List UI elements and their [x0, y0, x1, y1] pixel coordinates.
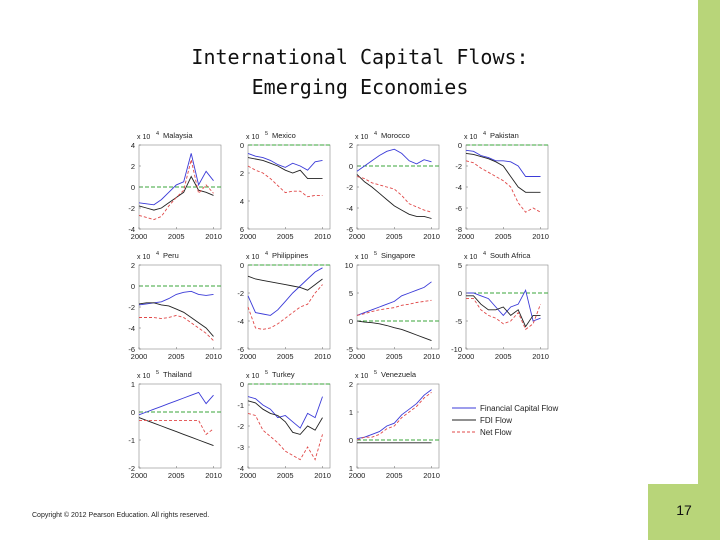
panel-thailand: [128, 370, 222, 480]
scale-label: x 10: [355, 134, 369, 141]
x-tick-label: 2010: [423, 232, 440, 241]
y-tick-label: 0: [239, 141, 244, 150]
scale-exponent: 5: [156, 370, 160, 376]
y-tick-label: -6: [237, 345, 244, 354]
panel-malaysia: [128, 131, 222, 241]
y-tick-label: 2: [348, 380, 353, 389]
x-tick-label: 2000: [130, 352, 148, 361]
y-tick-label: -1: [128, 436, 135, 445]
scale-exponent: 5: [374, 370, 378, 376]
x-tick-label: 2005: [276, 471, 294, 480]
series-line-net-flow: [139, 420, 214, 434]
y-tick-label: -10: [451, 345, 462, 354]
scale-exponent: 4: [374, 131, 378, 137]
panel-title: South Africa: [490, 251, 531, 260]
scale-exponent: 4: [265, 251, 269, 257]
panel-title: Turkey: [272, 370, 295, 379]
x-tick-label: 2005: [276, 232, 294, 241]
scale-exponent: 4: [156, 131, 160, 137]
x-tick-label: 2010: [532, 352, 549, 361]
panel-frame: [139, 384, 221, 468]
x-tick-label: 2005: [276, 352, 294, 361]
series-line-net-flow: [357, 300, 432, 315]
x-tick-label: 2005: [167, 232, 185, 241]
panel-turkey: [237, 370, 331, 480]
series-line-fdi-flow: [139, 418, 214, 446]
panel-south-africa: [451, 251, 549, 361]
series-line-financial-capital-flow: [466, 150, 541, 176]
panel-singapore: [345, 251, 440, 361]
x-tick-label: 2005: [167, 352, 185, 361]
series-line-financial-capital-flow: [139, 392, 214, 414]
y-tick-label: 0: [348, 436, 353, 445]
panel-philippines: [237, 251, 331, 361]
y-tick-label: 0: [130, 408, 135, 417]
series-line-fdi-flow: [357, 321, 432, 341]
y-tick-label: -6: [128, 345, 135, 354]
y-tick-label: 1: [130, 380, 135, 389]
panel-frame: [248, 145, 330, 229]
series-line-financial-capital-flow: [357, 390, 432, 439]
y-tick-label: -2: [237, 289, 244, 298]
y-tick-label: -2: [128, 464, 135, 473]
panel-frame: [466, 265, 548, 349]
legend-label: Net Flow: [480, 428, 512, 437]
y-tick-label: 0: [130, 183, 135, 192]
scale-exponent: 4: [483, 131, 487, 137]
y-tick-label: -2: [346, 183, 353, 192]
y-tick-label: -1: [237, 401, 244, 410]
panel-pakistan: [455, 131, 549, 241]
y-tick-label: 5: [348, 289, 353, 298]
y-tick-label: 2: [130, 261, 135, 270]
x-tick-label: 2005: [385, 232, 403, 241]
panel-title: Singapore: [381, 251, 416, 260]
x-tick-label: 2000: [239, 471, 257, 480]
scale-label: x 10: [464, 134, 478, 141]
scale-label: x 10: [355, 254, 369, 261]
series-line-net-flow: [139, 160, 214, 220]
panel-frame: [466, 145, 548, 229]
x-tick-label: 2010: [205, 352, 222, 361]
panel-title: Thailand: [163, 370, 192, 379]
x-tick-label: 2010: [205, 232, 222, 241]
legend: [452, 404, 558, 437]
scale-exponent: 5: [265, 131, 269, 137]
y-tick-label: 0: [457, 141, 462, 150]
panel-peru: [128, 251, 222, 361]
x-tick-label: 2010: [423, 471, 440, 480]
y-tick-label: -6: [346, 225, 353, 234]
scale-label: x 10: [137, 134, 151, 141]
x-tick-label: 2005: [494, 352, 512, 361]
x-tick-label: 2000: [457, 232, 475, 241]
scale-label: x 10: [464, 254, 478, 261]
y-tick-label: 2: [348, 141, 353, 150]
series-line-fdi-flow: [248, 158, 323, 179]
panel-title: Venezuela: [381, 370, 417, 379]
x-tick-label: 2000: [130, 232, 148, 241]
x-tick-label: 2005: [385, 471, 403, 480]
x-tick-label: 2000: [348, 232, 366, 241]
scale-exponent: 4: [483, 251, 487, 257]
series-line-net-flow: [466, 161, 541, 212]
legend-label: FDI Flow: [480, 416, 512, 425]
y-tick-label: 0: [348, 317, 353, 326]
series-line-net-flow: [466, 299, 541, 330]
title-line-2: Emerging Economies: [251, 75, 469, 99]
title-line-1: International Capital Flows:: [191, 45, 529, 69]
y-tick-label: 2: [239, 169, 244, 178]
y-tick-label: -5: [455, 317, 462, 326]
panel-title: Malaysia: [163, 131, 193, 140]
series-line-financial-capital-flow: [357, 282, 432, 316]
scale-label: x 10: [355, 373, 369, 380]
series-line-financial-capital-flow: [248, 153, 323, 170]
series-line-net-flow: [248, 285, 323, 330]
y-tick-label: -2: [128, 204, 135, 213]
panel-title: Philippines: [272, 251, 309, 260]
panel-title: Pakistan: [490, 131, 519, 140]
page-number-box: [648, 484, 720, 540]
scale-label: x 10: [246, 254, 260, 261]
y-tick-label: -6: [455, 204, 462, 213]
scale-label: x 10: [137, 254, 151, 261]
y-tick-label: 0: [348, 162, 353, 171]
x-tick-label: 2010: [205, 471, 222, 480]
y-tick-label: 1: [348, 464, 353, 473]
panel-frame: [357, 384, 439, 468]
series-line-fdi-flow: [466, 153, 541, 192]
panel-mexico: [240, 131, 331, 241]
y-tick-label: 0: [239, 380, 244, 389]
y-tick-label: -3: [237, 443, 244, 452]
y-tick-label: -2: [455, 162, 462, 171]
x-tick-label: 2010: [314, 232, 331, 241]
y-tick-label: -5: [346, 345, 353, 354]
scale-label: x 10: [246, 373, 260, 380]
scale-exponent: 5: [374, 251, 378, 257]
x-tick-label: 2000: [457, 352, 475, 361]
y-tick-label: -4: [128, 225, 135, 234]
scale-label: x 10: [137, 373, 151, 380]
panel-frame: [357, 145, 439, 229]
scale-exponent: 4: [156, 251, 160, 257]
x-tick-label: 2010: [423, 352, 440, 361]
panel-title: Morocco: [381, 131, 410, 140]
panel-morocco: [346, 131, 440, 241]
y-tick-label: 0: [130, 282, 135, 291]
x-tick-label: 2000: [239, 232, 257, 241]
y-tick-label: -2: [237, 422, 244, 431]
y-tick-label: 10: [344, 261, 353, 270]
y-tick-label: 2: [130, 162, 135, 171]
page-number: 17: [676, 502, 692, 518]
y-tick-label: -4: [455, 183, 462, 192]
y-tick-label: -2: [128, 303, 135, 312]
x-tick-label: 2005: [167, 471, 185, 480]
series-line-financial-capital-flow: [466, 290, 541, 321]
y-tick-label: 4: [239, 197, 244, 206]
y-tick-label: 5: [457, 261, 462, 270]
y-tick-label: -4: [346, 204, 353, 213]
panel-frame: [248, 265, 330, 349]
copyright-text: Copyright © 2012 Pearson Education. All rights reserved.: [32, 512, 210, 519]
y-tick-label: -8: [455, 225, 462, 234]
y-tick-label: -4: [237, 464, 244, 473]
panel-frame: [357, 265, 439, 349]
y-tick-label: -4: [128, 324, 135, 333]
series-line-financial-capital-flow: [248, 268, 323, 316]
series-line-fdi-flow: [466, 296, 541, 327]
scale-label: x 10: [246, 134, 260, 141]
x-tick-label: 2010: [314, 471, 331, 480]
x-tick-label: 2010: [532, 232, 549, 241]
series-line-net-flow: [139, 315, 214, 340]
series-line-net-flow: [248, 413, 323, 459]
series-line-fdi-flow: [248, 276, 323, 290]
legend-label: Financial Capital Flow: [480, 404, 559, 413]
x-tick-label: 2000: [239, 352, 257, 361]
y-tick-label: 1: [348, 408, 353, 417]
x-tick-label: 2005: [385, 352, 403, 361]
x-tick-label: 2005: [494, 232, 512, 241]
panel-title: Peru: [163, 251, 179, 260]
y-tick-label: 4: [130, 141, 135, 150]
x-tick-label: 2000: [348, 471, 366, 480]
y-tick-label: -4: [237, 317, 244, 326]
series-line-fdi-flow: [248, 401, 323, 435]
series-line-fdi-flow: [139, 177, 214, 211]
panel-venezuela: [349, 370, 440, 480]
x-tick-label: 2010: [314, 352, 331, 361]
scale-exponent: 5: [265, 370, 269, 376]
y-tick-label: 0: [239, 261, 244, 270]
x-tick-label: 2000: [348, 352, 366, 361]
series-line-net-flow: [357, 177, 432, 213]
series-line-financial-capital-flow: [357, 149, 432, 171]
panel-title: Mexico: [272, 131, 296, 140]
y-tick-label: 6: [239, 225, 244, 234]
y-tick-label: 0: [457, 289, 462, 298]
series-line-fdi-flow: [139, 303, 214, 337]
x-tick-label: 2000: [130, 471, 148, 480]
